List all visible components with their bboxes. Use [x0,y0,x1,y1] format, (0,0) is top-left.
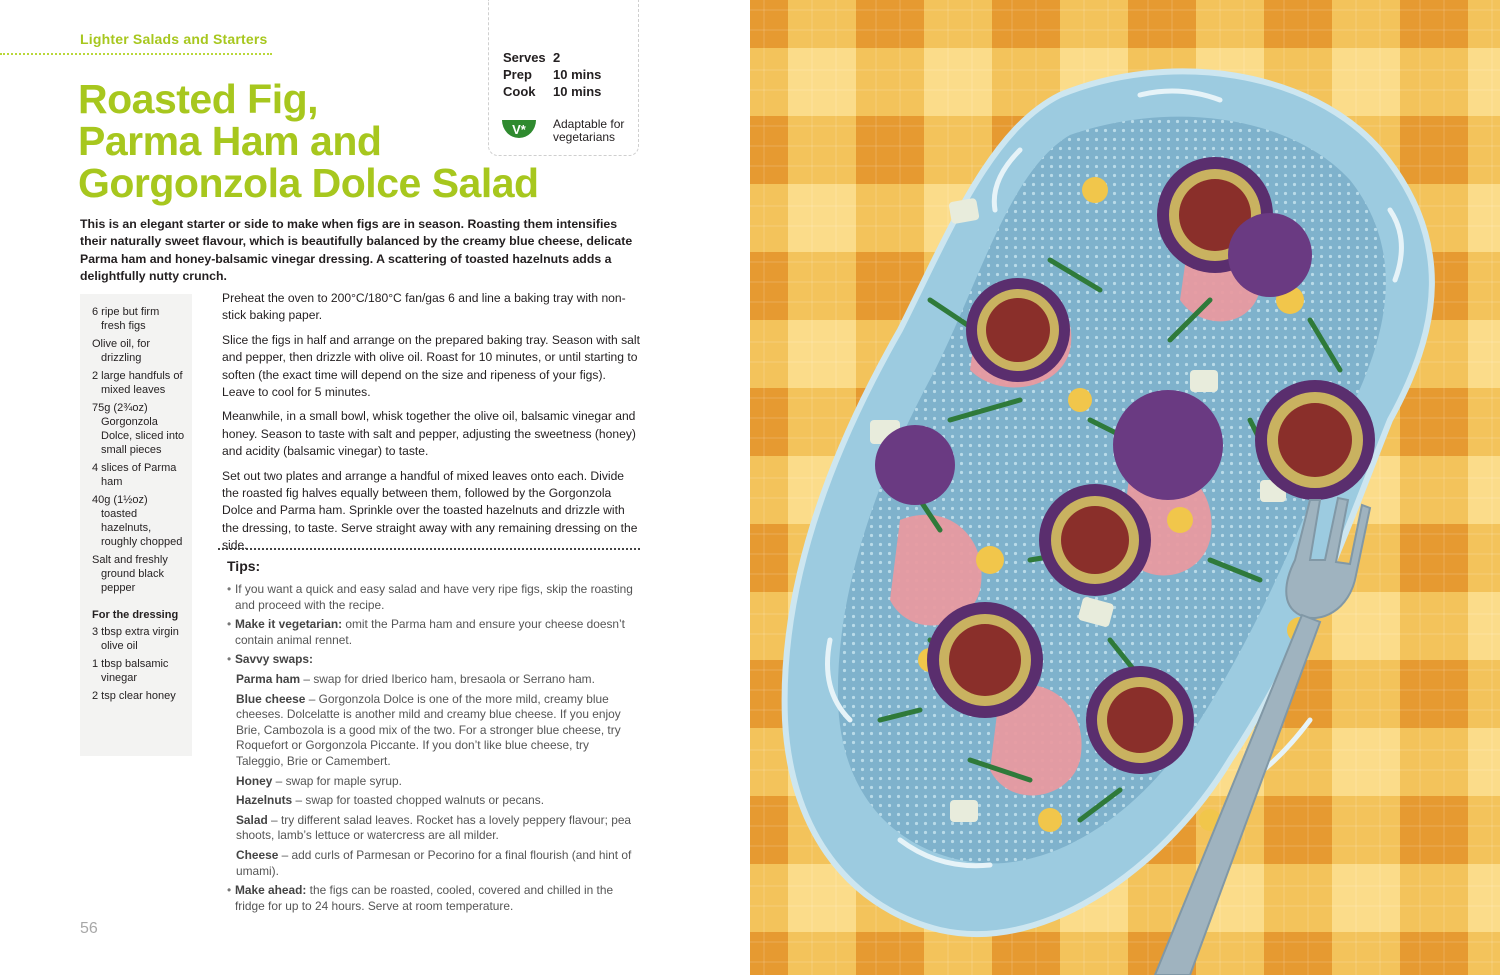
method-step: Meanwhile, in a small bowl, whisk together the olive oil, balsamic vinegar and honey. Season to taste with salt and pepper, adjusting the sweetness (honey) and acidity (balsamic vinegar) to taste. [222,409,636,459]
method-step: Set out two plates and arrange a handful of mixed leaves onto each. Divide the roasted fig halves equally between them, followed by the Gorgonzola Dolce and Parma ham. Sprinkle over the toasted hazelnuts and drizzle with the dressing, to taste. Serve straight away with any remaining dressing on the side. [222,468,638,553]
serves-value: 2 [553,50,561,65]
ingredient-item: 2 large handfuls of mixed leaves [92,370,183,396]
title-line-2: Parma Ham and [78,118,382,164]
recipe-info-box [488,0,639,156]
tips-list [227,582,639,918]
swap-item [236,848,639,879]
section-divider [0,53,272,55]
tips-heading: Tips: [227,558,261,574]
section-heading: Lighter Salads and Starters [80,31,268,47]
tip-text: If you want a quick and easy salad and have very ripe figs, skip the roasting and proceed with the recipe. [235,582,633,612]
ingredient-item: Olive oil, for drizzling [92,338,151,364]
swap-item [236,793,639,809]
vegetarian-badge-icon: V* [502,120,536,138]
ingredient-item: Salt and freshly ground black pepper [92,554,168,594]
method-step: Preheat the oven to 200°C/180°C fan/gas 6 and line a baking tray with non-stick baking paper. [222,291,626,323]
swap-text: – swap for dried Iberico ham, bresaola or Serrano ham. [300,671,595,686]
ingredient-item: 6 ripe but firm fresh figs [92,306,160,332]
swap-text: – swap for toasted chopped walnuts or pecans. [292,793,545,808]
swap-text: – swap for maple syrup. [272,773,402,788]
tip-text: omit the Parma ham and ensure your cheese doesn’t contain animal rennet. [235,617,625,647]
prep-label: Prep [503,67,532,82]
page-number: 56 [80,920,98,937]
tip-item [227,582,639,613]
swap-label: Cheese [236,847,279,862]
bullet-icon: • [227,617,232,632]
bullet-icon: • [227,883,232,898]
serves-label: Serves [503,50,546,65]
ingredients-panel [80,294,192,756]
swap-item [236,774,639,790]
ingredients-list [92,305,186,595]
tip-label: Make it vegetarian: [235,617,343,632]
tip-text: the figs can be roasted, cooled, covered and chilled in the fridge for up to 24 hours. Serve at room temperature. [235,883,614,913]
cook-value: 10 mins [553,84,602,99]
swap-item [236,672,639,688]
vegetarian-note: Adaptable for vegetarians [553,117,625,144]
serves-row [503,50,560,65]
title-line-1: Roasted Fig, [78,76,319,122]
swap-label: Parma ham [236,671,301,686]
tip-label: Savvy swaps: [235,652,313,667]
ingredient-item: 4 slices of Parma ham [92,462,177,488]
ingredient-item: 40g (1½oz) toasted hazelnuts, roughly chopped [92,494,183,548]
dressing-item: 3 tbsp extra virgin olive oil [92,626,179,652]
dressing-item: 2 tsp clear honey [92,690,176,702]
swap-text: – try different salad leaves. Rocket has a lovely peppery flavour; pea shoots, lamb’s lettuce or watercress are all milder. [236,812,632,843]
salad-plate-illustration [750,0,1500,975]
recipe-intro: This is an elegant starter or side to make when figs are in season. Roasting them intensifies their naturally sweet flavour, which is beautifully balanced by the creamy blue cheese, delicate Parma ham and honey-balsamic vinegar dressing. A scattering of toasted hazelnuts adds a delightfully nutty crunch. [80,217,633,284]
swap-item [236,813,639,844]
ingredient-item: 75g (2¾oz) Gorgonzola Dolce, sliced into small pieces [92,402,185,456]
bullet-icon: • [227,582,232,596]
cook-row [503,84,601,99]
tip-item [227,617,639,648]
method-step: Slice the figs in half and arrange on the prepared baking tray. Season with salt and pepper, then drizzle with olive oil. Roast for 10 minutes, or until starting to soften (the exact time will depend on the size and ripeness of your figs). Leave to cool for 5 minutes. [222,332,640,400]
prep-row [503,67,601,82]
dressing-heading: For the dressing [92,609,179,621]
dressing-list [92,625,186,703]
swap-label: Hazelnuts [236,793,293,808]
prep-value: 10 mins [553,67,602,82]
cook-label: Cook [503,84,536,99]
tip-label: Make ahead: [235,883,307,898]
swap-text: – add curls of Parmesan or Pecorino for a final flourish (and hint of umami). [236,847,632,878]
tip-item [227,652,639,668]
title-line-3: Gorgonzola Dolce Salad [78,160,539,206]
bullet-icon: • [227,652,232,667]
method-steps [222,290,640,562]
illustration-svg [750,0,1500,975]
swap-item [236,692,639,770]
tips-divider [218,548,640,550]
swap-label: Salad [236,812,268,827]
swap-label: Honey [236,773,273,788]
dressing-item: 1 tbsp balsamic vinegar [92,658,169,684]
swap-text: – Gorgonzola Dolce is one of the more mild, creamy blue cheeses. Dolcelatte is another mild and creamy blue cheese. If you enjoy Brie, Cambozola is a good mix of the two. For a stronger blue cheese, try Roquefort or Gorgonzola Piccante. If you don’t like blue cheese, try Taleggio, Brie or Camembert. [236,691,621,768]
tip-item [227,883,639,914]
swap-label: Blue cheese [236,691,306,706]
